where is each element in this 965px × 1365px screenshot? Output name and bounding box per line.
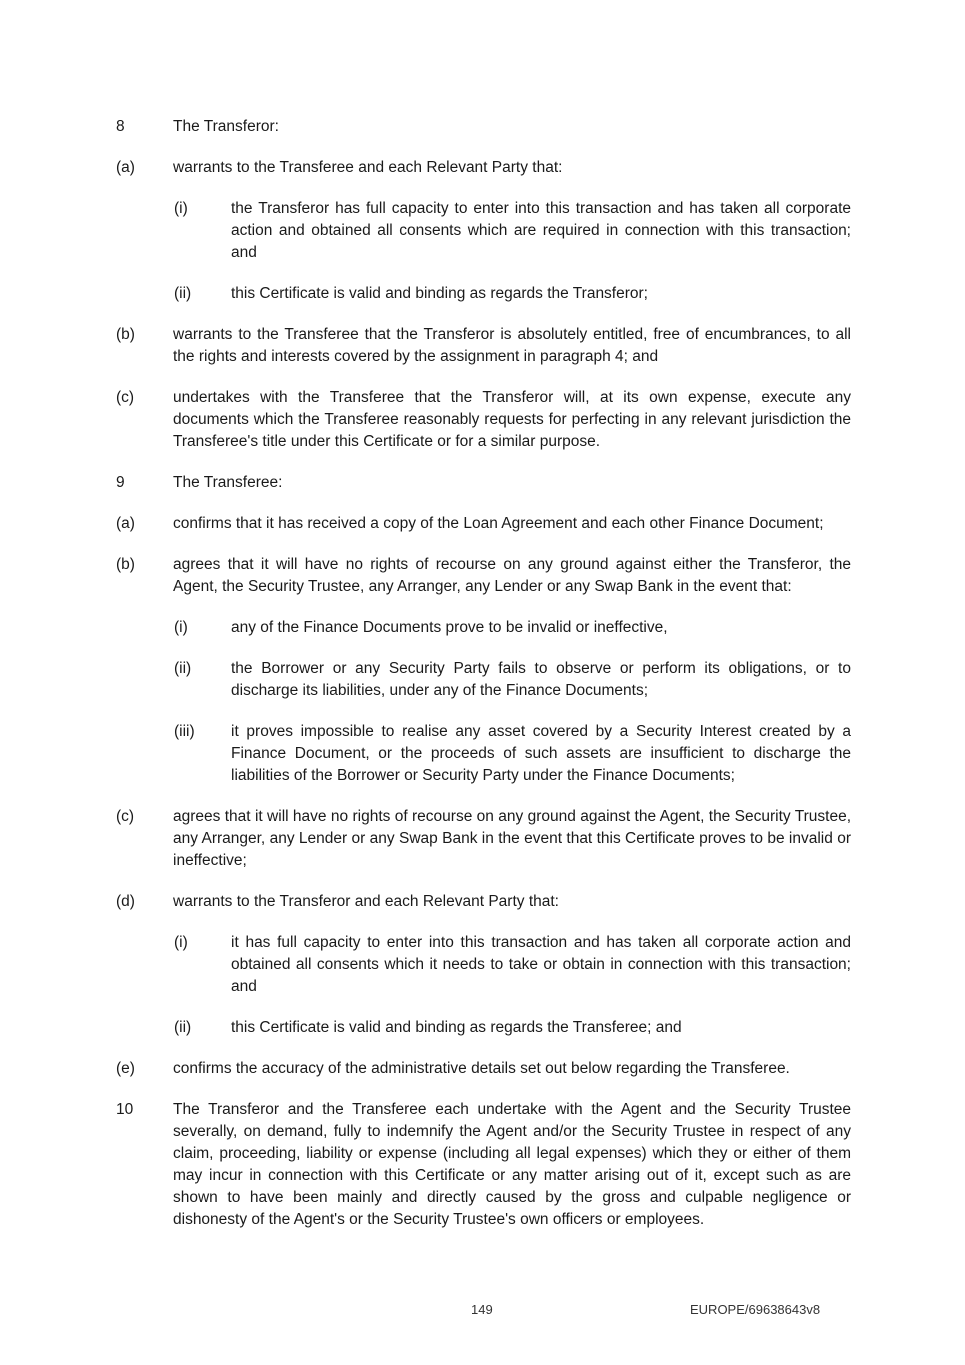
paragraph-label: (c) — [116, 808, 135, 825]
subparagraph-text: any of the Finance Documents prove to be invalid or ineffective, — [231, 619, 668, 636]
subparagraph-text: the Transferor has full capacity to enter into this transaction and has taken all corporate action and obtained all consents which are required in connection with this transaction; and — [231, 200, 851, 261]
subparagraph-text: it has full capacity to enter into this transaction and has taken all corporate action and obtained all consents which it needs to take or obtain in connection with this transaction; and — [231, 934, 851, 995]
document-reference: EUROPE/69638643v8 — [690, 1302, 821, 1317]
subparagraph-label: (i) — [174, 200, 188, 217]
clause-text: The Transferor and the Transferee each undertake with the Agent and the Security Trustee severally, on demand, fully to indemnify the Agent and/or the Security Trustee in respect of any claim, proceeding, liability or expense (including all legal expenses) which they or either of them may incur in connection with this Certificate or any matter arising out of it, except such as are shown to have been mainly and directly caused by the gross and culpable negligence or dishonesty of the Agent's or the Security Trustee's own officers or employees. — [173, 1101, 851, 1228]
paragraph-label: (a) — [116, 515, 135, 532]
paragraph-label: (e) — [116, 1060, 135, 1077]
subparagraph-text: this Certificate is valid and binding as regards the Transferor; — [231, 285, 648, 302]
clause-number: 8 — [116, 118, 125, 135]
subparagraph-text: it proves impossible to realise any asset covered by a Security Interest created by a Finance Document, or the proceeds of such assets are insufficient to discharge the liabilities of the Borrower or Security Party under the Finance Documents; — [231, 723, 851, 784]
paragraph-text: warrants to the Transferee and each Relevant Party that: — [173, 159, 563, 176]
clause-title: The Transferor: — [173, 118, 279, 135]
clause-number: 10 — [116, 1101, 134, 1118]
page-number: 149 — [471, 1302, 493, 1317]
paragraph-text: agrees that it will have no rights of recourse on any ground against either the Transferor, the Agent, the Security Trustee, any Arranger, any Lender or any Swap Bank in the event that: — [173, 556, 851, 595]
clause-number: 9 — [116, 474, 125, 491]
paragraph-text: confirms that it has received a copy of the Loan Agreement and each other Finance Document; — [173, 515, 824, 532]
clause-title: The Transferee: — [173, 474, 283, 491]
subparagraph-text: the Borrower or any Security Party fails to observe or perform its obligations, or to discharge its liabilities, under any of the Finance Documents; — [231, 660, 851, 699]
subparagraph-text: this Certificate is valid and binding as regards the Transferee; and — [231, 1019, 682, 1036]
paragraph-label: (b) — [116, 556, 135, 573]
paragraph-label: (d) — [116, 893, 135, 910]
paragraph-text: confirms the accuracy of the administrative details set out below regarding the Transferee. — [173, 1060, 790, 1077]
paragraph-label: (b) — [116, 326, 135, 343]
subparagraph-label: (ii) — [174, 285, 192, 302]
subparagraph-label: (ii) — [174, 660, 192, 677]
subparagraph-label: (i) — [174, 934, 188, 951]
paragraph-label: (a) — [116, 159, 135, 176]
paragraph-text: warrants to the Transferee that the Transferor is absolutely entitled, free of encumbrances, to all the rights and interests covered by the assignment in paragraph 4; and — [173, 326, 851, 365]
paragraph-text: agrees that it will have no rights of recourse on any ground against the Agent, the Security Trustee, any Arranger, any Lender or any Swap Bank in the event that this Certificate proves to be invalid or ineffective; — [173, 808, 851, 869]
subparagraph-label: (i) — [174, 619, 188, 636]
subparagraph-label: (iii) — [174, 723, 195, 740]
paragraph-text: undertakes with the Transferee that the Transferor will, at its own expense, execute any documents which the Transferee reasonably requests for perfecting in any relevant jurisdiction the Transferee's title under this Certificate or for a similar purpose. — [173, 389, 851, 450]
paragraph-label: (c) — [116, 389, 135, 406]
paragraph-text: warrants to the Transferor and each Relevant Party that: — [173, 893, 559, 910]
subparagraph-label: (ii) — [174, 1019, 192, 1036]
